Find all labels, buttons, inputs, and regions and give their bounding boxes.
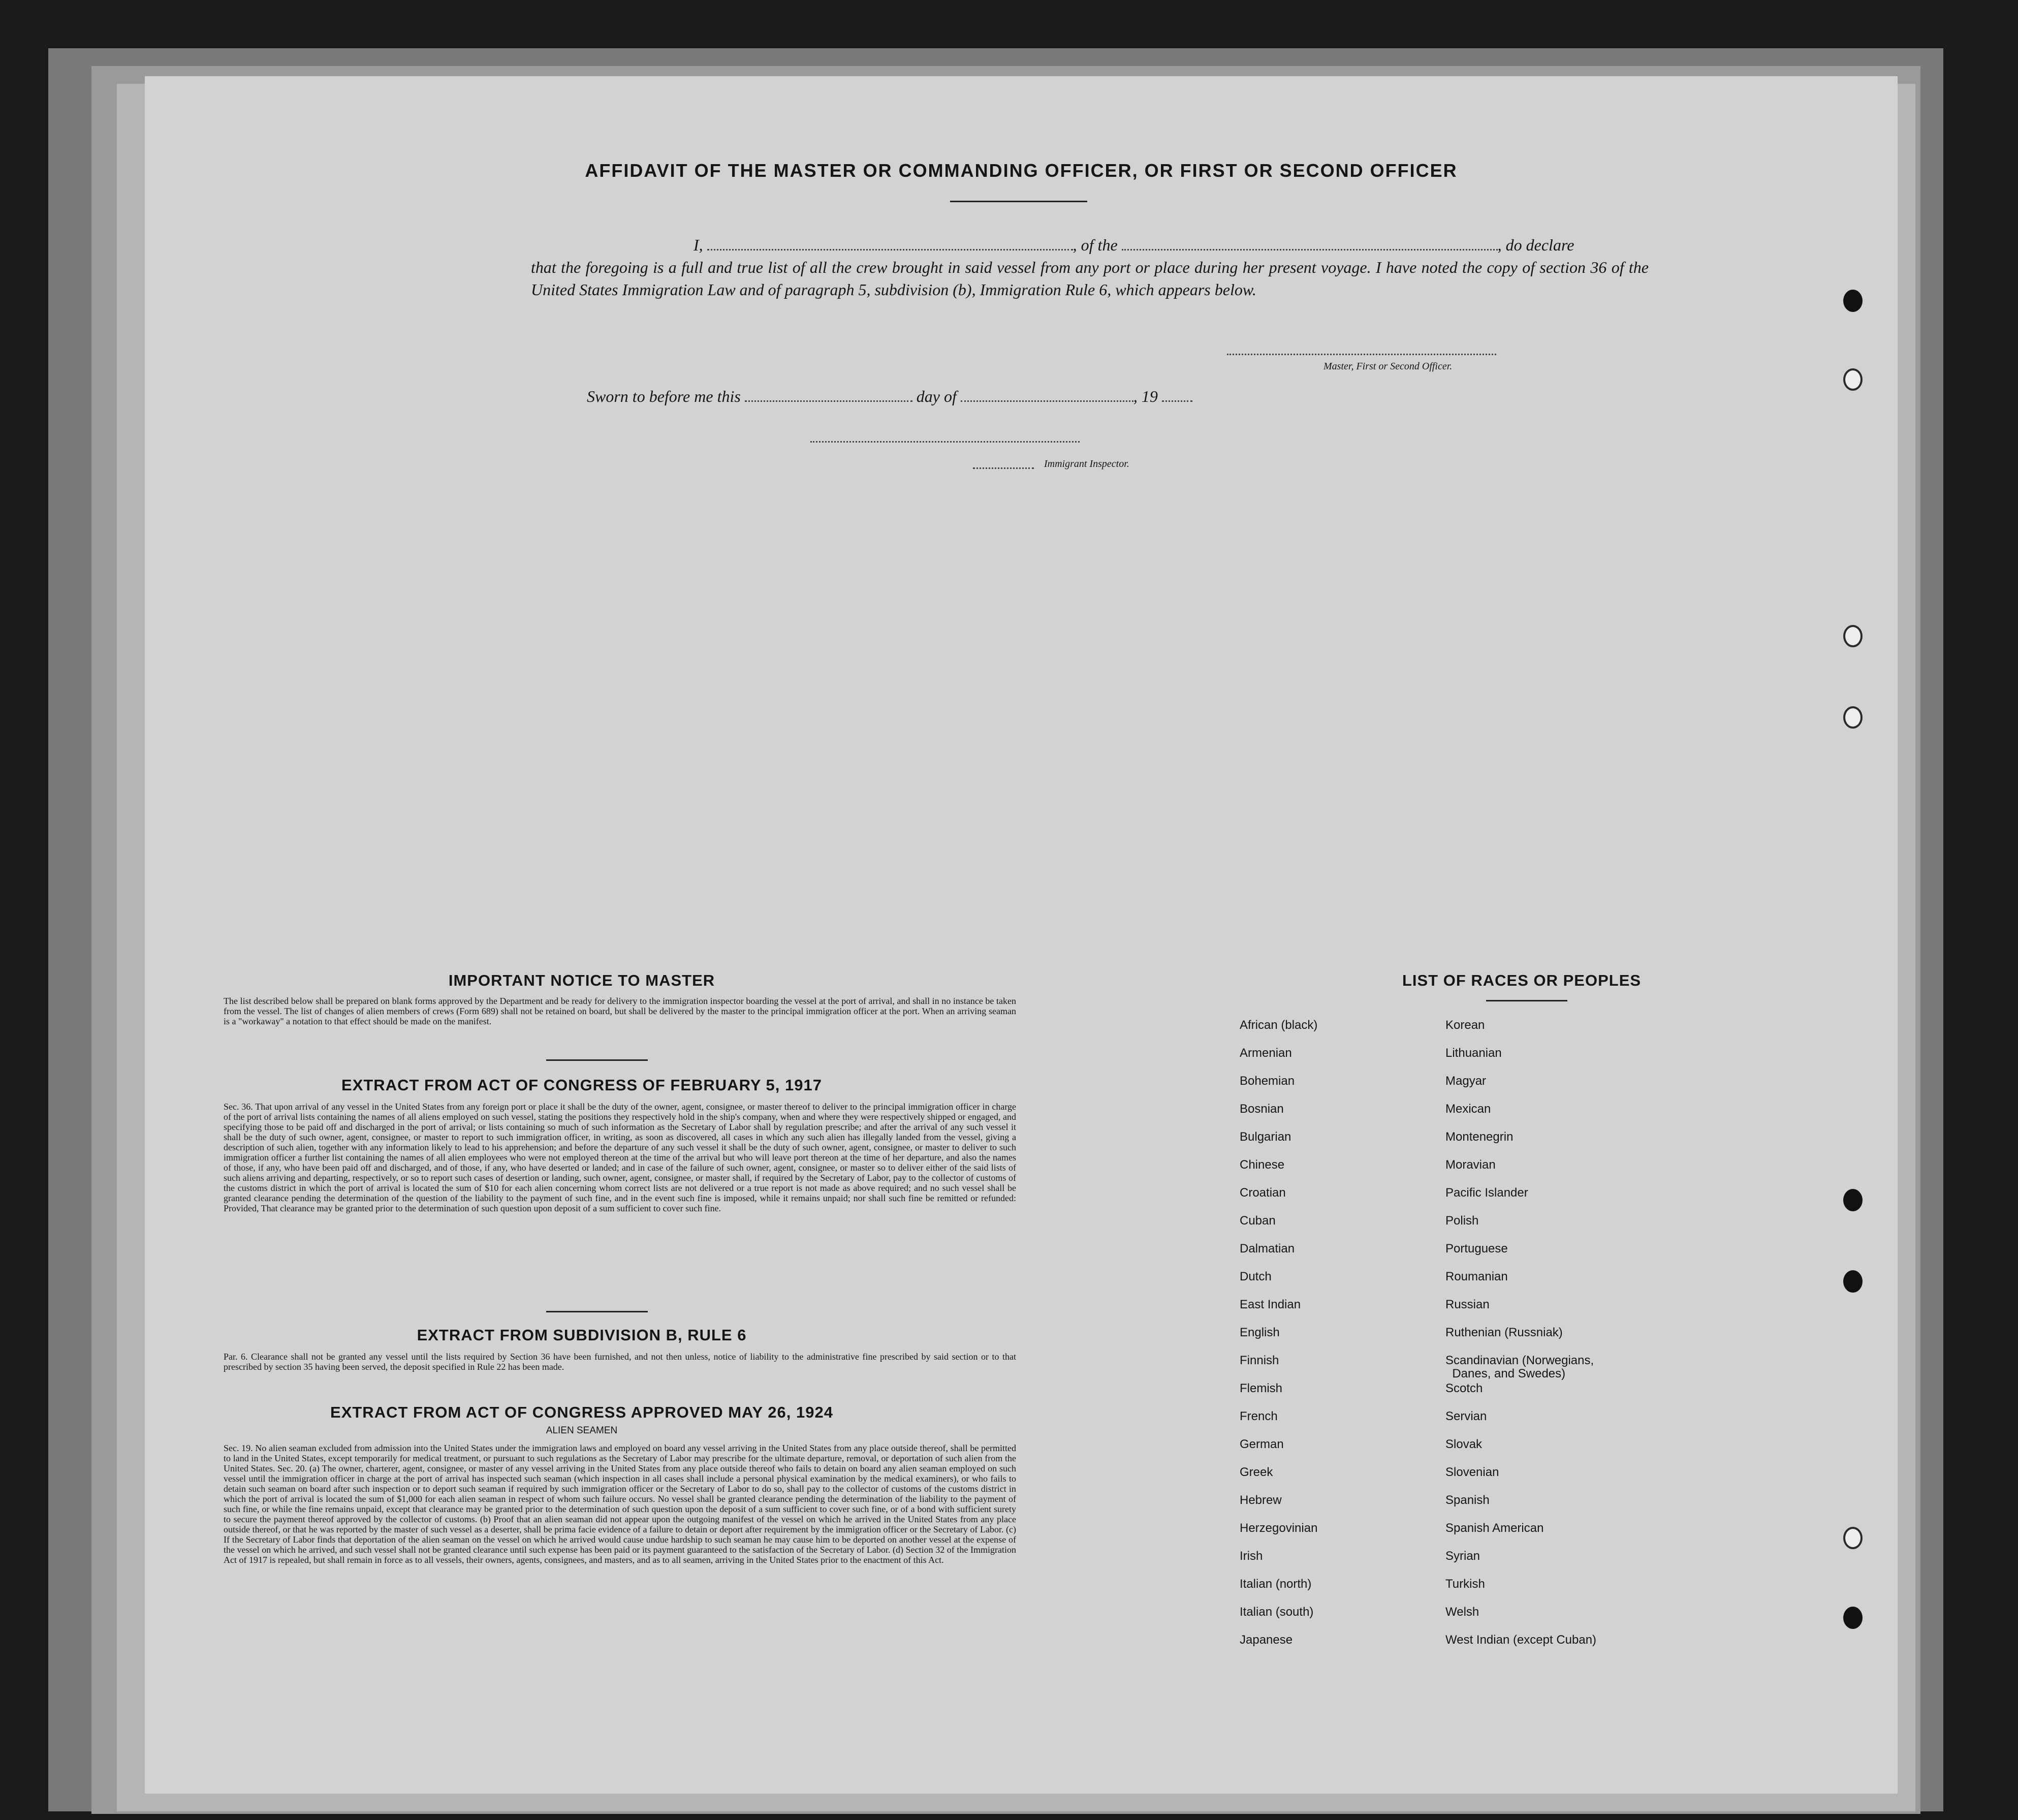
race-item: Lithuanian — [1445, 1046, 1502, 1060]
race-item: Roumanian — [1445, 1270, 1508, 1283]
sworn-year-field — [1162, 390, 1192, 402]
binder-hole-icon — [1843, 706, 1863, 729]
sworn-day-of: day of — [916, 387, 957, 405]
page-title: AFFIDAVIT OF THE MASTER OR COMMANDING OFFICER, OR FIRST OR SECOND OFFICER — [585, 160, 1458, 181]
sworn-statement — [587, 387, 1192, 406]
race-item: Greek — [1240, 1465, 1273, 1479]
race-item: English — [1240, 1326, 1280, 1339]
binder-hole-icon — [1843, 625, 1863, 647]
race-item: Portuguese — [1445, 1242, 1508, 1256]
affidavit-declare: , do declare — [1497, 236, 1574, 254]
name-field — [707, 239, 1073, 250]
binder-hole-icon — [1843, 1607, 1863, 1629]
divider — [546, 1311, 648, 1312]
affidavit-body: that the foregoing is a full and true list of all the crew brought in said vessel from any port or place during her present voyage. I have noted the copy of section 36 of the United States Immigration Law and of paragraph 5, subdivision (b), Immigration Rule 6, which appears below. — [531, 258, 1649, 299]
race-item: Cuban — [1240, 1214, 1276, 1228]
binder-hole-icon — [1843, 290, 1863, 312]
binder-hole-icon — [1843, 1189, 1863, 1211]
race-item: Bohemian — [1240, 1074, 1295, 1088]
race-item: Mexican — [1445, 1102, 1491, 1116]
race-item: Finnish — [1240, 1354, 1279, 1367]
race-item: Dalmatian — [1240, 1242, 1295, 1256]
race-item: Bulgarian — [1240, 1130, 1291, 1144]
inspector-label: Immigrant Inspector. — [1044, 458, 1129, 469]
race-item: Bosnian — [1240, 1102, 1284, 1116]
race-item: Italian (north) — [1240, 1577, 1312, 1591]
race-item: Korean — [1445, 1018, 1485, 1032]
master-signature-label: Master, First or Second Officer. — [1323, 361, 1453, 372]
race-item: African (black) — [1240, 1018, 1318, 1032]
race-item: West Indian (except Cuban) — [1445, 1633, 1597, 1647]
act-1924-text: Sec. 19. No alien seaman excluded from admission into the United States under the immigration laws and employed on board any vessel arriving in the United States from any place outside thereof, shall be permitted to land in the United States, except temporarily for medical treatment, or pursuant to such regulations as the Secretary of Labor may prescribe for the ultimate departure, removal, or deportation of such alien from the United States. Sec. 20. (a) The owner, charterer, agent, consignee, or master of any vessel arriving in the United States from any place outside thereof who fails to detain on board any alien seaman employed on such vessel until the immigration officer in charge at the port of arrival has inspected such seaman (which inspection in all cases shall include a personal physical examination by the medical examiners), or who fails to detain such seaman on board after such inspection or to deport such seaman if required by such immigration officer or the Secretary of Labor to do so, shall pay to the collector of customs of the customs district in which the port of arrival is located the sum of $1,000 for each alien seaman in respect of whom such failure occurs. No vessel shall be granted clearance pending the determination of the liability to the payment of such fine, or while the fine remains unpaid, except that clearance may be granted prior to the determination of such question upon the deposit of a sum sufficient to cover such fine, or of a bond with sufficient surety to secure the payment thereof approved by the collector of customs. (b) Proof that an alien seaman did not appear upon the outgoing manifest of the vessel on which he arrived in the United States from any place outside thereof, or that he was reported by the master of such vessel as a deserter, shall be prima facie evidence of a failure to detain or deport after requirement by the immigration officer or the Secretary of Labor. (c) If the Secretary of Labor finds that deportation of the alien seaman on the vessel on which he arrived would cause undue hardship to such seaman he may cause him to be deported on another vessel at the expense of the vessel on which he arrived, and such vessel shall not be granted clearance until such expense has been paid or its payment guaranteed to the satisfaction of the Secretary of Labor. (d) Section 32 of the Immigration Act of 1917 is repealed, but shall remain in force as to all vessels, their owners, agents, consignees, and masters, and as to all seamen, arriving in the United States prior to the enactment of this Act. — [224, 1443, 1016, 1565]
vessel-field — [1122, 239, 1498, 250]
rule-6-text: Par. 6. Clearance shall not be granted any vessel until the lists required by Section 36 have been furnished, and not then unless, notice of liability to the administrative fine prescribed by said section or to that prescribed by section 35 having been served, the deposit specified in Rule 22 has been made. — [224, 1352, 1016, 1372]
race-item: East Indian — [1240, 1298, 1301, 1311]
race-item: Ruthenian (Russniak) — [1445, 1326, 1563, 1339]
race-item: Japanese — [1240, 1633, 1293, 1647]
sworn-prefix: Sworn to before me this — [587, 387, 741, 405]
divider — [546, 1059, 648, 1061]
race-item: Magyar — [1445, 1074, 1487, 1088]
act-1917-text: Sec. 36. That upon arrival of any vessel in the United States from any foreign port or place it shall be the duty of the owner, agent, consignee, or master thereof to deliver to the principal immigration officer in charge of the port of arrival lists containing the names of all aliens employed on such vessel, stating the positions they respectively hold in the ship's company, when and where they were respectively shipped or engaged, and specifying those to be paid off and discharged in the port of arrival; or lists containing so much of such information as the Secretary of Labor shall by regulation prescribe; and after the arrival of any such vessel it shall be the duty of such owner, agent, consignee, or master to report to such immigration officer, in writing, as soon as discovered, all cases in which any such alien has illegally landed from the vessel, giving a description of such alien, together with any information likely to lead to his apprehension; and before the departure of any such vessel it shall be the duty of such owner, agent, consignee, or master to deliver to such immigration officer a further list containing the names of all alien employees who were not employed thereon at the time of the arrival but who will leave port thereon at the time of her departure, and also the names of those, if any, who have been paid off and discharged, and of those, if any, who have deserted or landed; and in case of the failure of such owner, agent, consignee, or master so to deliver either of the said lists of such aliens arriving and departing, respectively, or so to report such cases of desertion or landing, such owner, agent, consignee, or master shall, if required by the Secretary of Labor, pay to the collector of customs of the customs district in which the port of arrival is located the sum of $10 for each alien concerning whom correct lists are not delivered or a true report is not made as above required; and no such vessel shall be granted clearance pending the determination of the question of the liability to the payment of such fine, and in the event such fine is imposed, while it remains unpaid; nor shall such fine be remitted or refunded: Provided, That clearance may be granted prior to the determination of such question upon deposit of a sum sufficient to cover such fine. — [224, 1102, 1016, 1213]
affidavit-of-the: , of the — [1073, 236, 1118, 254]
race-item: Syrian — [1445, 1549, 1480, 1563]
form-page — [145, 76, 1898, 1794]
inspector-dot-leader — [973, 467, 1034, 469]
race-item: Armenian — [1240, 1046, 1292, 1060]
binder-hole-icon — [1843, 1270, 1863, 1293]
sworn-year: , 19 — [1133, 387, 1158, 405]
race-item: Irish — [1240, 1549, 1263, 1563]
race-item: Slovenian — [1445, 1465, 1499, 1479]
race-item: Turkish — [1445, 1577, 1485, 1591]
race-item: Montenegrin — [1445, 1130, 1514, 1144]
race-item: Russian — [1445, 1298, 1490, 1311]
race-item: Spanish American — [1445, 1521, 1544, 1535]
notice-title: IMPORTANT NOTICE TO MASTER — [448, 971, 715, 989]
race-item: Scandinavian (Norwegians, Danes, and Swedes) — [1445, 1354, 1594, 1380]
races-title: LIST OF RACES OR PEOPLES — [1402, 971, 1642, 989]
race-item: Flemish — [1240, 1382, 1283, 1395]
sworn-month-field — [961, 390, 1133, 402]
race-item: Slovak — [1445, 1437, 1483, 1451]
race-item: French — [1240, 1409, 1278, 1423]
race-item: Hebrew — [1240, 1493, 1282, 1507]
binder-hole-icon — [1843, 368, 1863, 391]
race-item: Polish — [1445, 1214, 1479, 1228]
affidavit-text — [531, 234, 1649, 301]
race-item: Italian (south) — [1240, 1605, 1314, 1619]
notice-text: The list described below shall be prepared on blank forms approved by the Department and be ready for delivery to the immigration inspector boarding the vessel at the port of arrival, and shall in no instance be taken from the vessel. The list of changes of alien members of crews (Form 689) shall not be retained on board, but shall be delivered by the master to the principal immigration officer at the port. When an arriving seaman is a "workaway" a notation to that effect should be made on the manifest. — [224, 996, 1016, 1026]
sworn-day-field — [745, 390, 912, 402]
race-item: Welsh — [1445, 1605, 1479, 1619]
master-signature-line — [1227, 354, 1496, 355]
act-1924-title: EXTRACT FROM ACT OF CONGRESS APPROVED MAY 26, 1924 — [330, 1403, 833, 1421]
race-item: Moravian — [1445, 1158, 1496, 1172]
race-item: Dutch — [1240, 1270, 1272, 1283]
divider — [1486, 1000, 1567, 1001]
race-item: Servian — [1445, 1409, 1487, 1423]
race-item: Chinese — [1240, 1158, 1285, 1172]
binder-hole-icon — [1843, 1527, 1863, 1549]
race-item: Herzegovinian — [1240, 1521, 1318, 1535]
act-1924-subtitle: ALIEN SEAMEN — [546, 1425, 618, 1436]
affidavit-i: I, — [693, 236, 703, 254]
race-item: Pacific Islander — [1445, 1186, 1528, 1200]
rule-6-title: EXTRACT FROM SUBDIVISION B, RULE 6 — [417, 1326, 747, 1344]
race-item: Spanish — [1445, 1493, 1490, 1507]
race-item: Croatian — [1240, 1186, 1286, 1200]
act-1917-title: EXTRACT FROM ACT OF CONGRESS OF FEBRUARY 5, 1917 — [341, 1076, 822, 1094]
divider — [950, 201, 1087, 202]
race-item: Scotch — [1445, 1382, 1483, 1395]
race-item: German — [1240, 1437, 1284, 1451]
inspector-signature-line — [810, 441, 1080, 443]
